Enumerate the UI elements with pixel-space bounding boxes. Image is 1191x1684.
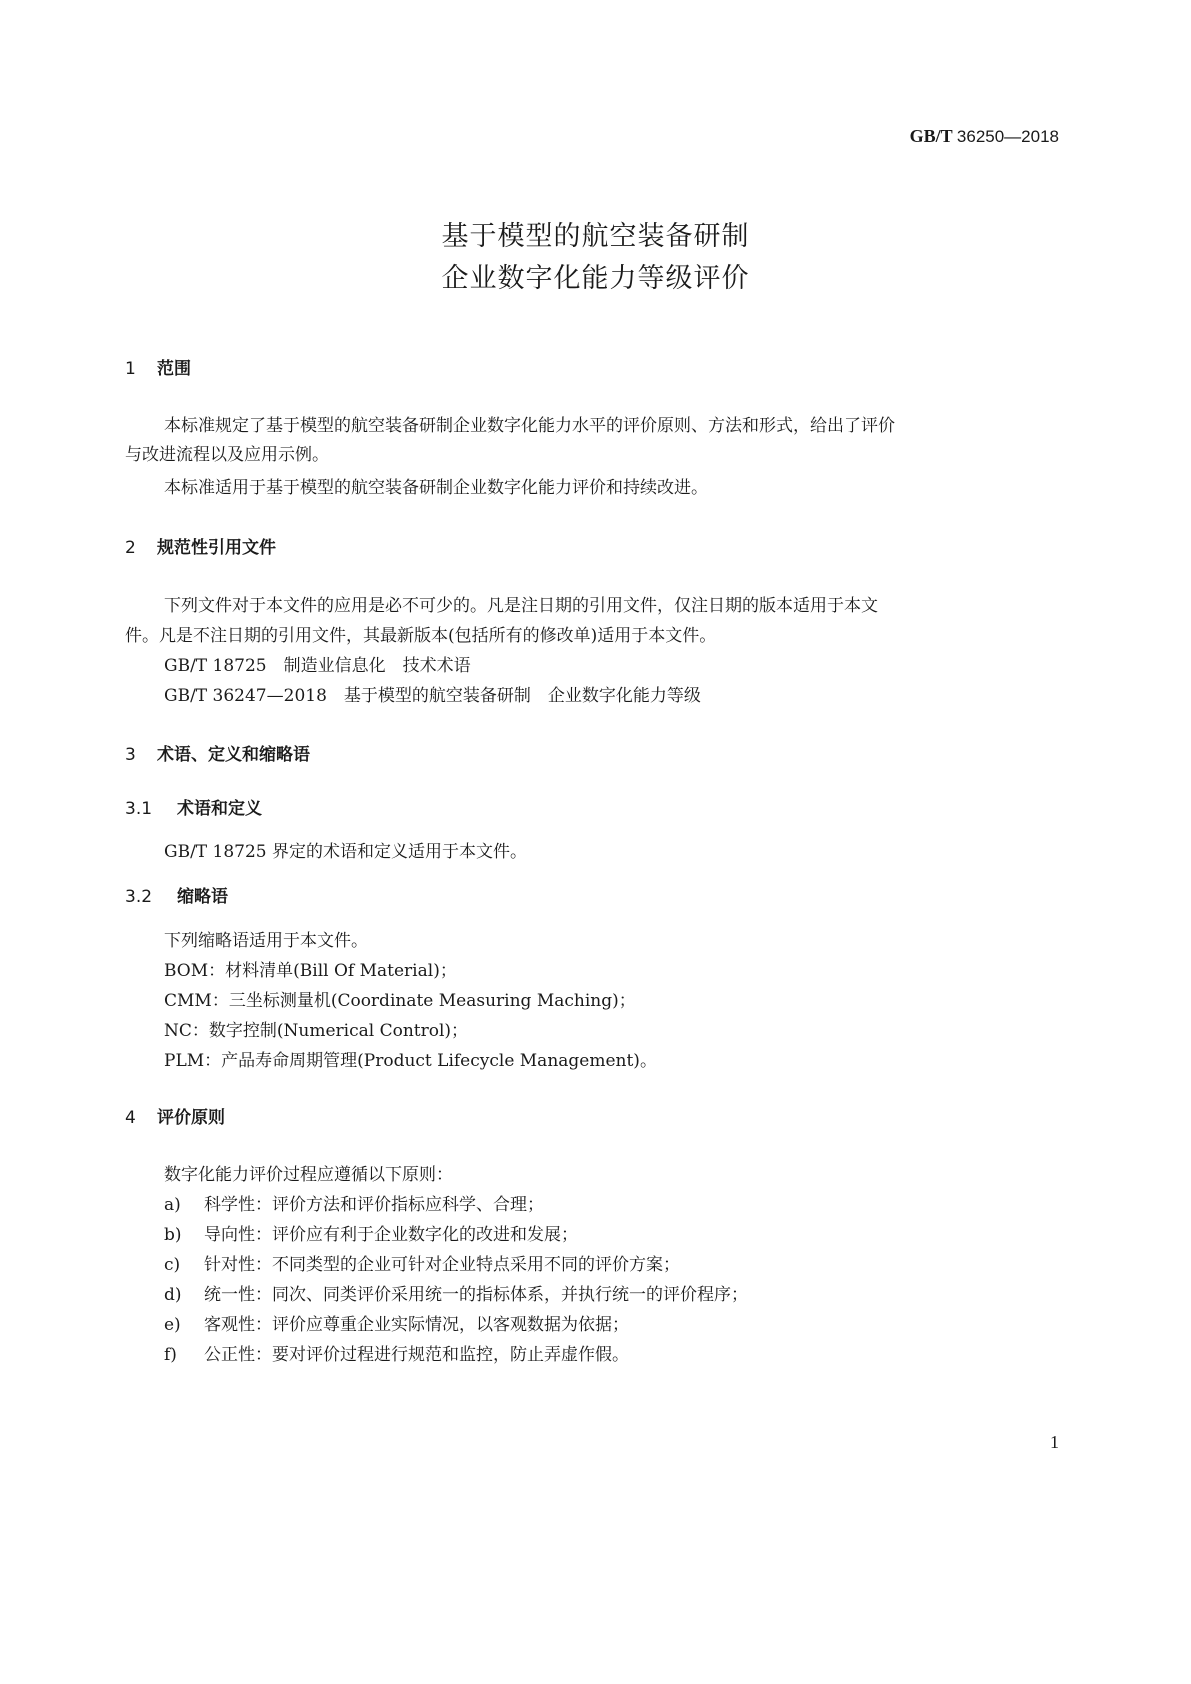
list-item (164, 1250, 680, 1275)
reference-entry: GB/T 36247—2018 基于模型的航空装备研制 企业数字化能力等级 (164, 686, 701, 706)
paragraph-line: 与改进流程以及应用示例。 (125, 445, 329, 465)
paragraph-line: GB/T 18725 界定的术语和定义适用于本文件。 (164, 842, 528, 862)
list-item-text: 科学性：评价方法和评价指标应科学、合理； (204, 1195, 544, 1215)
subsection-number: 3.1 (125, 799, 153, 819)
list-item-label: e) (164, 1315, 181, 1335)
paragraph-line: 本标准适用于基于模型的航空装备研制企业数字化能力评价和持续改进。 (164, 478, 708, 498)
abbreviation-entry: BOM：材料清单(Bill Of Material)； (164, 961, 457, 981)
list-item-text: 统一性：同次、同类评价采用统一的指标体系，并执行统一的评价程序； (204, 1285, 748, 1305)
list-item-label: d) (164, 1285, 182, 1305)
paragraph-line: 下列缩略语适用于本文件。 (164, 931, 368, 951)
list-item (164, 1310, 629, 1335)
standard-code-prefix: GB/T (909, 126, 953, 146)
paragraph-line: 件。凡是不注日期的引用文件，其最新版本(包括所有的修改单)适用于本文件。 (125, 626, 717, 646)
subsection-title: 缩略语 (177, 887, 228, 907)
list-item (164, 1220, 578, 1245)
section-3-heading (125, 740, 310, 765)
subsection-title: 术语和定义 (177, 799, 262, 819)
page-number: 1 (1050, 1432, 1059, 1452)
section-4-heading (125, 1103, 225, 1128)
list-item-label: a) (164, 1195, 181, 1215)
section-title: 评价原则 (157, 1108, 225, 1128)
section-number: 2 (125, 538, 136, 558)
list-item (164, 1280, 748, 1305)
subsection-3-2-heading (125, 882, 228, 907)
abbreviation-entry: NC：数字控制(Numerical Control)； (164, 1021, 469, 1041)
section-title: 范围 (157, 359, 191, 379)
section-title: 规范性引用文件 (157, 538, 276, 558)
section-number: 4 (125, 1108, 136, 1128)
section-1-heading (125, 354, 191, 379)
list-item-label: f) (164, 1345, 177, 1365)
list-item-label: c) (164, 1255, 181, 1275)
reference-entry: GB/T 18725 制造业信息化 技术术语 (164, 656, 471, 676)
abbreviation-entry: PLM：产品寿命周期管理(Product Lifecycle Management)。 (164, 1051, 657, 1071)
section-number: 1 (125, 359, 136, 379)
subsection-number: 3.2 (125, 887, 153, 907)
list-item-text: 公正性：要对评价过程进行规范和监控，防止弄虚作假。 (204, 1345, 629, 1365)
section-title: 术语、定义和缩略语 (157, 745, 310, 765)
section-2-heading (125, 533, 276, 558)
subsection-3-1-heading (125, 794, 262, 819)
standard-code (910, 126, 1059, 147)
section-number: 3 (125, 745, 136, 765)
list-item-label: b) (164, 1225, 182, 1245)
abbreviation-entry: CMM：三坐标测量机(Coordinate Measuring Maching)； (164, 991, 636, 1011)
list-item (164, 1340, 629, 1365)
document-title-line-2: 企业数字化能力等级评价 (441, 263, 750, 294)
paragraph-line: 下列文件对于本文件的应用是必不可少的。凡是注日期的引用文件，仅注日期的版本适用于本文 (164, 596, 878, 616)
paragraph-line: 本标准规定了基于模型的航空装备研制企业数字化能力水平的评价原则、方法和形式，给出了评价 (164, 416, 895, 436)
document-title-line-1: 基于模型的航空装备研制 (441, 221, 750, 252)
list-item-text: 针对性：不同类型的企业可针对企业特点采用不同的评价方案； (204, 1255, 680, 1275)
list-item-text: 客观性：评价应尊重企业实际情况，以客观数据为依据； (204, 1315, 629, 1335)
list-item (164, 1190, 544, 1215)
paragraph-line: 数字化能力评价过程应遵循以下原则： (164, 1165, 453, 1185)
list-item-text: 导向性：评价应有利于企业数字化的改进和发展； (204, 1225, 578, 1245)
standard-code-number: 36250—2018 (956, 127, 1059, 146)
